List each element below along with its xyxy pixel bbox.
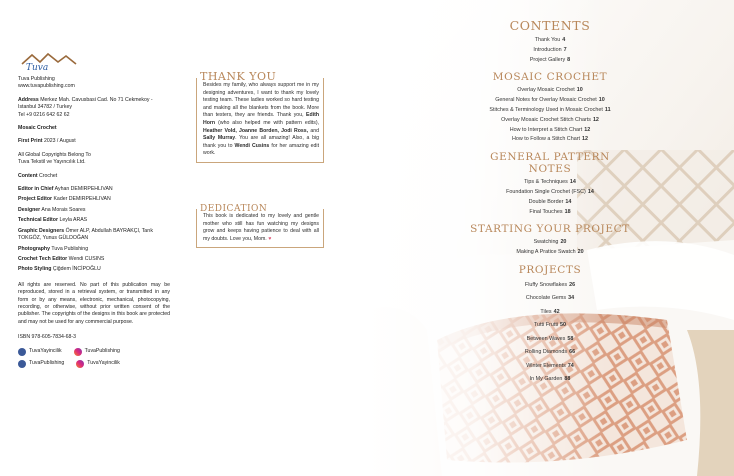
toc-entry[interactable]: Rolling Diamonds 66	[524, 349, 576, 356]
toc-entry[interactable]: Tiles 42	[540, 308, 560, 315]
toc-entry[interactable]: Double Border 14	[528, 198, 572, 205]
social-links	[18, 360, 170, 368]
credit-row: Photography Tuva Publishing	[18, 245, 89, 252]
thank-you-title: THANK YOU	[200, 70, 277, 83]
toc-section-title: PROJECTS	[518, 263, 582, 276]
toc-entry[interactable]: Fluffy Snowflakes 26	[524, 281, 576, 288]
toc-entry[interactable]: Overlay Mosaic Crochet Stitch Charts 12	[501, 116, 599, 123]
dedication-box	[196, 204, 324, 248]
thank-you-box	[196, 70, 324, 163]
first-print: First Print 2023 / August	[18, 138, 76, 145]
telephone: Tel +9 0216 642 62 62	[18, 111, 70, 118]
toc-entry[interactable]: Project Gallery 8	[529, 56, 571, 63]
copyright-line-2: Tuva Tekstil ve Yayıncılık Ltd.	[18, 159, 86, 166]
copyright-line-1: All Global Copyrights Belong To	[18, 151, 91, 158]
credit-row: Designer Ana Morais Soares	[18, 206, 86, 213]
social-link[interactable]: TuvaPublishing	[74, 348, 120, 356]
toc-entry[interactable]: Final Touches 18	[529, 208, 571, 215]
social-link[interactable]: TuvaPublishing	[18, 360, 64, 368]
instagram-icon	[74, 348, 82, 356]
svg-text:Tuva: Tuva	[26, 63, 49, 72]
imprint-column	[18, 76, 170, 368]
heart-icon: ♥	[268, 235, 272, 242]
toc-section	[470, 223, 630, 258]
book-title: Mosaic Crochet	[18, 125, 57, 132]
credit-row: Editor in Chief Ayhan DEMIRPEHLIVAN	[18, 186, 113, 193]
isbn: ISBN 978-605-7834-68-3	[18, 334, 76, 341]
social-links	[18, 348, 170, 356]
publisher-name: Tuva Publishing	[18, 76, 55, 82]
tuva-logo	[18, 52, 88, 72]
dedication-title: DEDICATION	[200, 204, 268, 214]
toc-entry[interactable]: General Notes for Overlay Mosaic Crochet 10	[495, 97, 605, 104]
toc-entry[interactable]: How to Follow a Stitch Chart 12	[511, 136, 588, 143]
address: Address Merkez Mah. Cavusbasi Cad. No 71 Cekmekoy - Istanbul 34782 / Turkey	[18, 96, 153, 111]
toc-entry[interactable]: Thank You 4	[534, 37, 566, 43]
toc-section-title: MOSAIC CROCHET	[492, 71, 608, 84]
toc-entry[interactable]: Introduction 7	[533, 46, 567, 53]
toc-section	[470, 36, 630, 65]
toc-entry[interactable]: Tutti Frutti 50	[533, 322, 567, 329]
credit-row: Technical Editor Leyla ARAS	[18, 217, 88, 224]
toc-entry[interactable]: Stitches & Terminology Used in Mosaic Crochet 11	[489, 106, 611, 113]
rights-notice: All rights are reserved. No part of this publication may be reproduced, stored in a retrieval system, or transmitted in any form or by any means, electronic, mechanical, photocopying, recording, or otherwise, without prior written consent of the publisher. The copyrights of the designs in this book are protected and may not be used for any commercial purpose.	[18, 281, 170, 325]
toc-entry[interactable]: Foundation Single Crochet (FSC) 14	[506, 188, 594, 195]
dedication-frame	[196, 209, 324, 248]
content-line: Content Crochet	[18, 172, 58, 179]
toc-section	[470, 264, 630, 387]
table-of-contents	[470, 18, 630, 393]
contents-title: CONTENTS	[509, 18, 591, 33]
dedication-text: This book is dedicated to my lovely and gentle mother who still has fun watching my designs grow and keeps having patience to deal with all my doubts. Love you, Mom. ♥	[203, 213, 319, 242]
toc-section-title: STARTING YOUR PROJECT	[470, 223, 630, 236]
thank-you-text: Besides my family, who always support me in my designing adventures, I want to thank my lovely testing team. These ladies worked so hard testing and making all the blankets from the book. More than testers, they are friends. Thank you, Edith Horn (who also helped me with pattern edits), Heather Vold, Joanne Borden, Jodi Ross, and Sally Murray. You are all amazing! Also, a big thank you to Wendi Cusins for her amazing edit work.	[203, 82, 320, 157]
social-link[interactable]: TuvaYayincilik	[76, 360, 120, 368]
toc-section	[470, 71, 630, 145]
credit-row: Crochet Tech Editor Wendi CUSINS	[18, 255, 105, 262]
toc-section	[470, 151, 630, 217]
toc-entry[interactable]: Overlay Mosaic Crochet 10	[517, 87, 583, 94]
toc-entry[interactable]: Between Waves 58	[526, 335, 574, 342]
facebook-icon	[18, 360, 26, 368]
toc-entry[interactable]: How to Interpret a Stitch Chart 12	[509, 126, 591, 133]
publisher-website: www.tuvapublishing.com	[18, 83, 75, 90]
credit-row: Photo Styling Çiğdem İNCİPOĞLU	[18, 266, 101, 273]
credit-row: Graphic Designers Ömer ALP, Abdullah BAYRAKÇI, Tarık TOKGÖZ, Yunus GÜLDOĞAN	[18, 227, 153, 242]
instagram-icon	[76, 360, 84, 368]
credit-row: Project Editor Kader DEMIRPEHLIVAN	[18, 196, 111, 203]
toc-entry[interactable]: Tips & Techniques 14	[524, 179, 576, 186]
toc-section-title: GENERAL PATTERN NOTES	[490, 151, 610, 176]
toc-entry[interactable]: Winter Elements 74	[526, 362, 574, 369]
toc-entry[interactable]: Chocolate Gems 34	[525, 295, 575, 302]
toc-entry[interactable]: In My Garden 88	[529, 376, 571, 383]
credits-list	[18, 186, 170, 274]
toc-entry[interactable]: Swatching 20	[533, 239, 567, 246]
toc-entry[interactable]: Making A Pratice Swatch 20	[516, 249, 584, 256]
social-link[interactable]: TuvaYayincilik	[18, 348, 62, 356]
thank-you-frame	[196, 78, 324, 163]
facebook-icon	[18, 348, 26, 356]
